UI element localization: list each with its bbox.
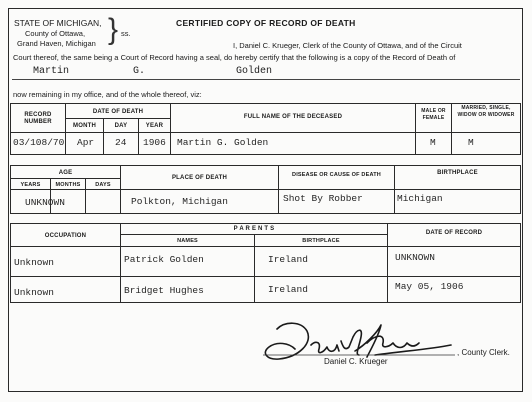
date-of-record-header: DATE OF RECORD xyxy=(425,230,483,236)
sex-value: M xyxy=(430,137,436,148)
full-name-header: FULL NAME OF THE DECEASED xyxy=(243,114,343,120)
death-year-value: 1906 xyxy=(143,137,166,148)
day-header: DAY xyxy=(114,123,128,129)
deceased-last-name: Golden xyxy=(236,66,273,77)
sex-header: MALE OR FEMALE xyxy=(421,108,446,121)
record-number-value: 03/108/70 xyxy=(13,137,65,148)
brace: } xyxy=(108,13,119,46)
occupation-row-2: Unknown xyxy=(14,287,54,298)
name-underline xyxy=(12,79,520,80)
occupation-row-1: Unknown xyxy=(14,257,54,268)
county-line: County of Ottawa, xyxy=(25,29,86,38)
border-top xyxy=(8,8,523,9)
cause-header: DISEASE OR CAUSE OF DEATH xyxy=(292,172,381,178)
age-header: AGE xyxy=(58,170,73,176)
parent-2-name: Bridget Hughes xyxy=(124,285,204,296)
death-day-value: 24 xyxy=(115,137,127,148)
ss-label: ss. xyxy=(121,29,131,38)
certification-line-2: Court thereof, the same being a Court of Record having a seal, do hereby certify that the following is a copy of the Record of Death of xyxy=(13,53,456,62)
date-of-death-header: DATE OF DEATH xyxy=(92,109,144,115)
parent-names-header: NAMES xyxy=(177,238,198,244)
month-header: MONTH xyxy=(73,123,96,129)
date-of-record-row-2: May 05, 1906 xyxy=(395,281,464,292)
full-name-value: Martin G. Golden xyxy=(177,137,269,148)
birthplace-value: Michigan xyxy=(397,193,443,204)
age-days-header: DAYS xyxy=(95,182,111,188)
birthplace-header: BIRTHPLACE xyxy=(437,170,478,176)
parent-1-birthplace: Ireland xyxy=(268,254,308,265)
border-left xyxy=(8,8,9,392)
year-header: YEAR xyxy=(145,123,164,129)
place-of-death-header: PLACE OF DEATH xyxy=(171,175,228,181)
date-of-record-row-1: UNKNOWN xyxy=(395,252,435,263)
place-of-death-value: Polkton, Michigan xyxy=(131,196,228,207)
marital-value: M xyxy=(468,137,474,148)
marital-header: MARRIED, SINGLE, WIDOW OR WIDOWER xyxy=(457,105,515,118)
parent-2-birthplace: Ireland xyxy=(268,284,308,295)
deceased-first-name: Martin xyxy=(33,66,70,77)
deceased-middle-initial: G. xyxy=(133,66,146,77)
death-month-value: Apr xyxy=(77,137,95,148)
record-number-header: RECORD NUMBER xyxy=(24,112,52,125)
border-bottom xyxy=(8,391,523,392)
parent-1-name: Patrick Golden xyxy=(124,254,204,265)
age-value: UNKNOWN xyxy=(25,197,65,208)
occupation-header: OCCUPATION xyxy=(44,233,87,239)
city-line: Grand Haven, Michigan xyxy=(17,39,96,48)
certification-line-1: I, Daniel C. Krueger, Clerk of the County of Ottawa, and of the Circuit xyxy=(233,41,462,50)
state-line: STATE OF MICHIGAN, xyxy=(14,18,102,28)
certificate-title: CERTIFIED COPY OF RECORD OF DEATH xyxy=(176,18,356,28)
county-clerk-label: , County Clerk. xyxy=(457,348,510,357)
remaining-line: now remaining in my office, and of the whole thereof, viz: xyxy=(13,90,202,99)
clerk-name: Daniel C. Krueger xyxy=(324,357,388,366)
cause-of-death-value: Shot By Robber xyxy=(283,193,363,204)
parent-birthplace-header: BIRTHPLACE xyxy=(302,238,340,244)
parents-header: P A R E N T S xyxy=(233,226,275,232)
border-right xyxy=(522,8,523,392)
age-months-header: MONTHS xyxy=(55,182,81,188)
age-years-header: YEARS xyxy=(20,182,41,188)
